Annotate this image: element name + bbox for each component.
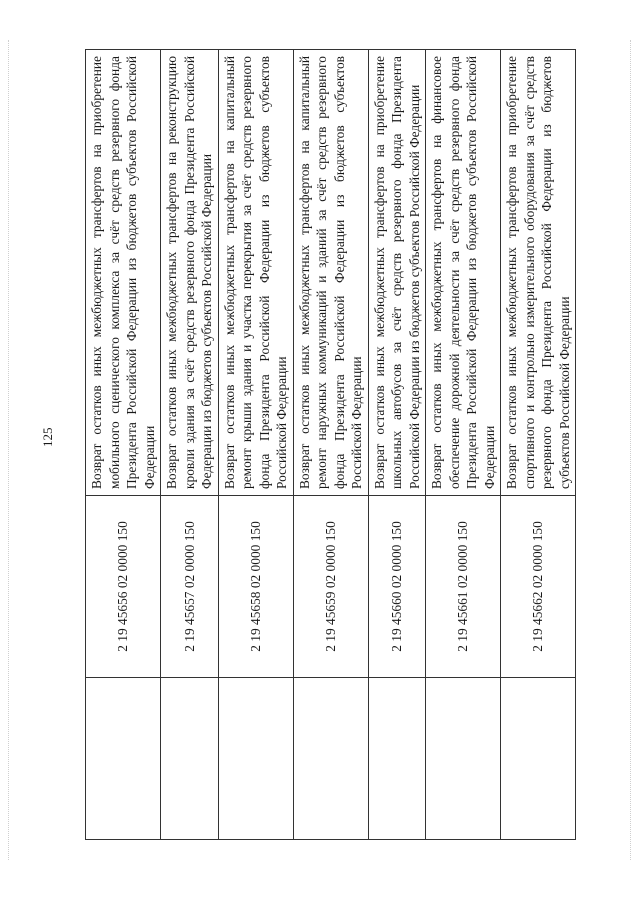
budget-codes-table [85,49,576,840]
first-cell [293,678,368,840]
first-cell [426,678,501,840]
first-cell [161,678,219,840]
table-row [293,50,368,840]
scan-edge-right [630,40,631,860]
scan-edge-left [8,40,9,860]
table-row [218,50,293,840]
code-cell: 2 19 45662 02 0000 150 [501,496,576,678]
code-cell: 2 19 45661 02 0000 150 [426,496,501,678]
table-row [161,50,219,840]
first-cell [501,678,576,840]
code-cell: 2 19 45658 02 0000 150 [218,496,293,678]
first-cell [218,678,293,840]
description-cell: Возврат остатков иных межбюджетных трансфертов на капитальный ремонт наружных коммуникаций и зданий за счёт средств резервного фонда Президента Российской Федерации из бюджетов субъектов Российской Федерации [293,50,368,496]
rotated-table-container [85,50,576,840]
code-cell: 2 19 45659 02 0000 150 [293,496,368,678]
first-cell [368,678,426,840]
table-row [86,50,161,840]
code-cell: 2 19 45657 02 0000 150 [161,496,219,678]
first-cell [86,678,161,840]
description-cell: Возврат остатков иных межбюджетных трансфертов на финансовое обеспечение дорожной деятельности за счёт средств резервного фонда Президента Российской Федерации из бюджетов субъектов Российской Федерации [426,50,501,496]
description-cell: Возврат остатков иных межбюджетных трансфертов на приобретение спортивного и контрольно измерительного оборудования за счёт средств резервного фонда Президента Российской Федерации из бюджетов субъектов Российской Федерации [501,50,576,496]
description-cell: Возврат остатков иных межбюджетных трансфертов на реконструкцию кровли здания за счёт средств резервного фонда Президента Российской Федерации из бюджетов субъектов Российской Федерации [161,50,219,496]
table-row [368,50,426,840]
description-cell: Возврат остатков иных межбюджетных трансфертов на капитальный ремонт крыши здания и участка перекрытия за счёт средств резервного фонда Президента Российской Федерации из бюджетов субъектов Российской Федерации [218,50,293,496]
description-cell: Возврат остатков иных межбюджетных трансфертов на приобретение школьных автобусов за счёт средств резервного фонда Президента Российской Федерации из бюджетов субъектов Российской Федерации [368,50,426,496]
description-cell: Возврат остатков иных межбюджетных трансфертов на приобретение мобильного сценического комплекса за счёт средств резервного фонда Президента Российской Федерации из бюджетов субъектов Российской Федерации [86,50,161,496]
page-number: 125 [40,427,55,447]
code-cell: 2 19 45660 02 0000 150 [368,496,426,678]
table-row [426,50,501,840]
table-row [501,50,576,840]
code-cell: 2 19 45656 02 0000 150 [86,496,161,678]
